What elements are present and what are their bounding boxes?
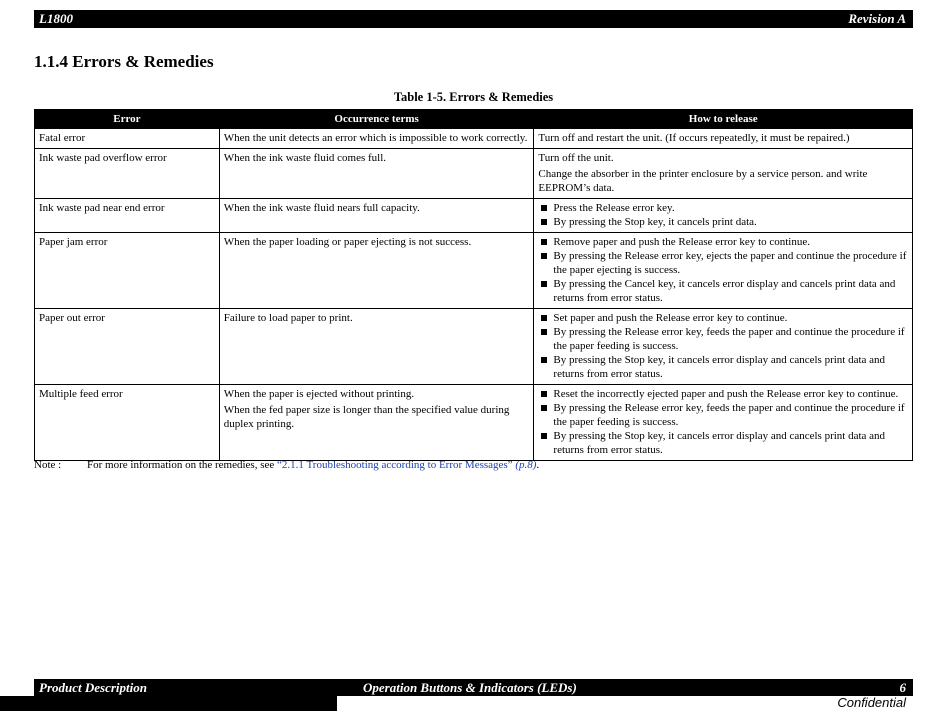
header-occurrence-terms: Occurrence terms xyxy=(219,110,534,129)
section-title: 1.1.4 Errors & Remedies xyxy=(34,52,214,71)
footer-black-block xyxy=(0,696,337,711)
note-label: Note : xyxy=(34,459,62,471)
terms-text: When the paper loading or paper ejecting is not success. xyxy=(223,236,472,248)
release-cell xyxy=(534,233,913,309)
table-row xyxy=(35,129,913,149)
bullet-square-icon xyxy=(541,253,547,259)
footer-page-number: 6 xyxy=(899,680,906,695)
terms-cell xyxy=(219,199,534,233)
table-row xyxy=(35,233,913,309)
release-text: Change the absorber in the printer enclosure by a service person. and write EEPROM’s data. xyxy=(538,168,868,194)
table-row xyxy=(35,309,913,385)
release-step xyxy=(538,387,908,401)
release-cell xyxy=(534,149,913,199)
error-cell: Ink waste pad overflow error xyxy=(35,149,220,199)
header-error: Error xyxy=(35,110,220,129)
release-text: Turn off and restart the unit. (If occurs repeatedly, it must be repaired.) xyxy=(538,132,850,144)
release-step xyxy=(538,215,908,229)
release-step-text: By pressing the Stop key, it cancels error display and cancels print data and returns from error status. xyxy=(553,430,886,456)
bullet-square-icon xyxy=(541,391,547,397)
terms-text: When the ink waste fluid comes full. xyxy=(223,152,387,164)
release-step-text: Press the Release error key. xyxy=(553,202,675,214)
header-revision: Revision A xyxy=(848,11,906,26)
note xyxy=(34,458,539,472)
release-step-text: By pressing the Release error key, feeds the paper and continue the procedure if the paper feeding is success. xyxy=(553,402,905,428)
terms-cell xyxy=(219,309,534,385)
terms-text: When the ink waste fluid nears full capacity. xyxy=(223,202,420,214)
terms-text: Failure to load paper to print. xyxy=(223,312,353,324)
release-step xyxy=(538,311,908,325)
footer-chapter: Product Description xyxy=(39,680,147,695)
terms-cell xyxy=(219,233,534,309)
error-cell: Paper out error xyxy=(35,309,220,385)
bullet-square-icon xyxy=(541,281,547,287)
release-cell xyxy=(534,129,913,149)
note-end: . xyxy=(536,459,540,471)
terms-text: When the paper is ejected without printing. xyxy=(223,388,415,400)
terms-cell xyxy=(219,385,534,461)
release-step-text: By pressing the Stop key, it cancels error display and cancels print data and returns from error status. xyxy=(553,354,886,380)
confidential-label: Confidential xyxy=(837,695,906,710)
errors-table xyxy=(34,109,913,461)
table-header-row xyxy=(35,110,913,129)
error-cell: Fatal error xyxy=(35,129,220,149)
release-step xyxy=(538,325,908,353)
page-reference-link[interactable]: (p.8) xyxy=(515,459,537,471)
bullet-square-icon xyxy=(541,205,547,211)
release-cell xyxy=(534,309,913,385)
release-step-text: Remove paper and push the Release error key to continue. xyxy=(553,236,810,248)
release-step xyxy=(538,353,908,381)
terms-cell xyxy=(219,149,534,199)
bullet-square-icon xyxy=(541,315,547,321)
bullet-square-icon xyxy=(541,329,547,335)
table-row xyxy=(35,149,913,199)
release-step-text: By pressing the Release error key, feeds the paper and continue the procedure if the paper feeding is success. xyxy=(553,326,905,352)
release-step-text: By pressing the Release error key, ejects the paper and continue the procedure if the paper ejecting is success. xyxy=(553,250,907,276)
header-model: L1800 xyxy=(39,11,73,26)
terms-text: When the fed paper size is longer than the specified value during duplex printing. xyxy=(223,404,510,430)
release-step xyxy=(538,201,908,215)
bullet-square-icon xyxy=(541,433,547,439)
troubleshooting-link[interactable]: “2.1.1 Troubleshooting according to Error Messages” xyxy=(277,459,513,471)
release-step xyxy=(538,401,908,429)
table-caption: Table 1-5. Errors & Remedies xyxy=(393,90,554,104)
release-step xyxy=(538,429,908,457)
release-step-text: Reset the incorrectly ejected paper and push the Release error key to continue. xyxy=(553,388,899,400)
table-row xyxy=(35,199,913,233)
footer-bar xyxy=(34,679,913,696)
footer-section: Operation Buttons & Indicators (LEDs) xyxy=(363,680,577,695)
release-cell xyxy=(534,199,913,233)
bullet-square-icon xyxy=(541,405,547,411)
release-step-text: Set paper and push the Release error key to continue. xyxy=(553,312,788,324)
error-cell: Paper jam error xyxy=(35,233,220,309)
release-step xyxy=(538,249,908,277)
bullet-square-icon xyxy=(541,219,547,225)
release-step-text: By pressing the Cancel key, it cancels error display and cancels print data and returns from error status. xyxy=(553,278,896,304)
release-step-text: By pressing the Stop key, it cancels print data. xyxy=(553,216,757,228)
error-cell: Ink waste pad near end error xyxy=(35,199,220,233)
bullet-square-icon xyxy=(541,357,547,363)
note-text: For more information on the remedies, see xyxy=(87,459,278,471)
terms-text: When the unit detects an error which is impossible to work correctly. xyxy=(223,132,528,144)
header-how-to-release: How to release xyxy=(534,110,913,129)
table-row xyxy=(35,385,913,461)
terms-cell xyxy=(219,129,534,149)
release-step xyxy=(538,235,908,249)
release-step xyxy=(538,277,908,305)
release-cell xyxy=(534,385,913,461)
bullet-square-icon xyxy=(541,239,547,245)
header-bar xyxy=(34,10,913,28)
release-text: Turn off the unit. xyxy=(538,152,614,164)
error-cell: Multiple feed error xyxy=(35,385,220,461)
